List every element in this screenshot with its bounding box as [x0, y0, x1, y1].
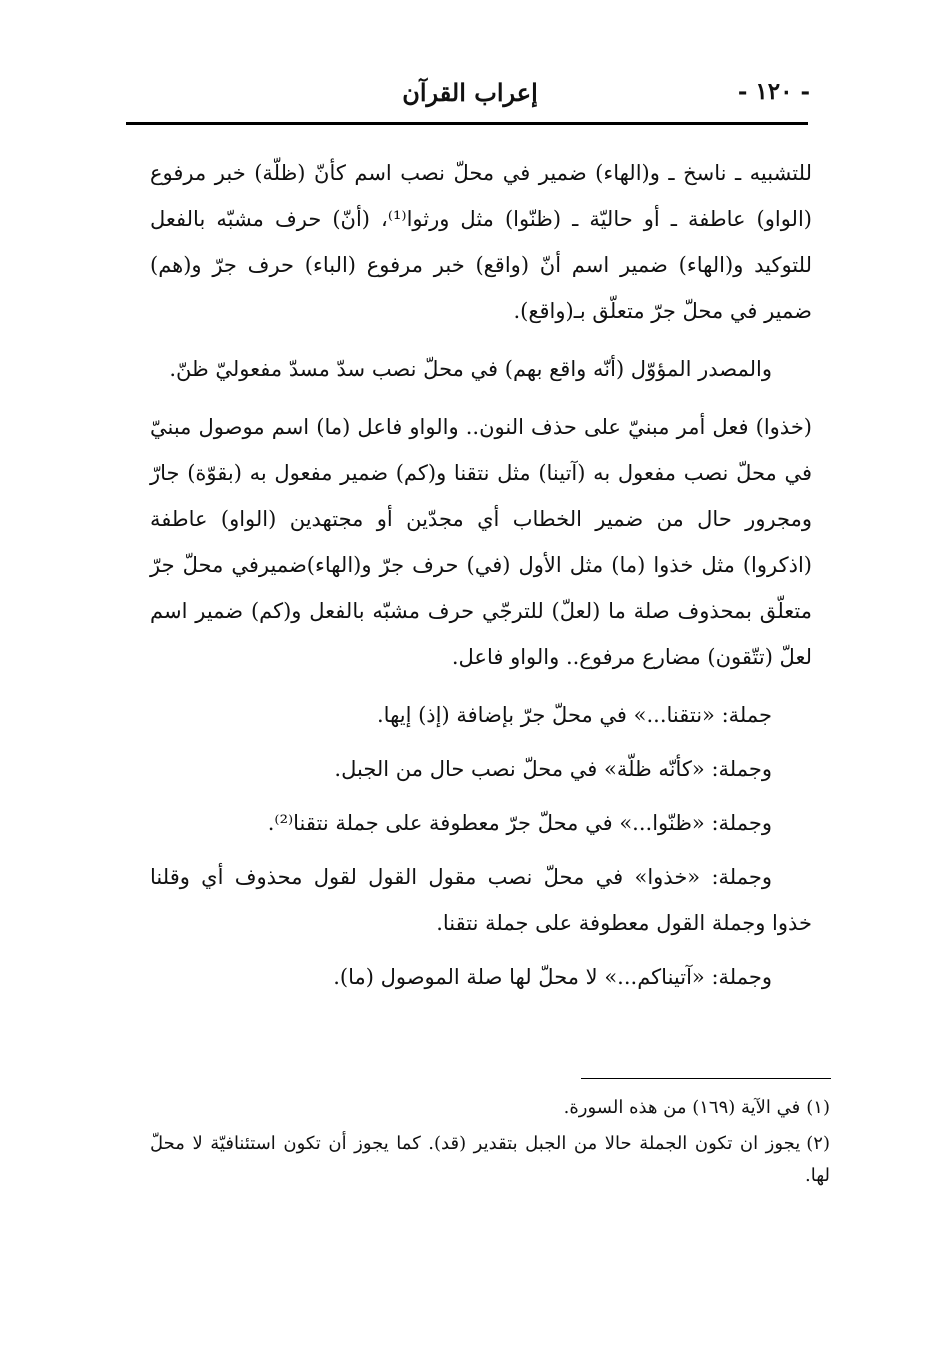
sentence-analysis-item: وجملة: «آتيناكم...» لا محلّ لها صلة الموصول (ما). [333, 965, 772, 989]
header-rule [126, 122, 808, 125]
paragraph: (خذوا) فعل أمر مبنيّ على حذف النون.. والواو فاعل (ما) اسم موصول مبنيّ في محلّ نصب مفعول به (آتينا) مثل نتقنا و(كم) ضمير مفعول به (بقوّة) جارّ ومجرور حال من ضمير الخطاب أي مجدّين أو مجتهدين (الواو) عاطفة (اذكروا) مثل خذوا (ما) مثل الأول (في) حرف جرّ و(الهاء)ضميرفي محلّ جرّ متعلّق بمحذوف صلة ما (لعلّ) للترجّي حرف مشبّه بالفعل و(كم) ضمير اسم لعلّ (تتّقون) مضارع مرفوع.. والواو فاعل. [150, 415, 812, 669]
footnotes [150, 1092, 830, 1196]
sentence-analysis-item: وجملة: «ظنّوا...» في محلّ جرّ معطوفة على جملة نتقنا⁽²⁾. [267, 811, 772, 835]
footnote-2 [150, 1128, 830, 1192]
running-title: إعراب القرآن [402, 78, 538, 107]
footnote-marker: (١) [806, 1097, 830, 1118]
footnote-1 [150, 1092, 830, 1124]
main-text [150, 150, 812, 1008]
sentence-analysis-item: وجملة: «خذوا» في محلّ نصب مقول القول لقول محذوف أي وقلنا خذوا وجملة القول معطوفة على جملة نتقنا. [150, 865, 812, 935]
footnote-rule [581, 1078, 831, 1079]
footnote-text: يجوز ان تكون الجملة حالا من الجبل بتقدير (قد). كما يجوز أن تكون استئنافيّة لا محلّ لها. [150, 1133, 830, 1186]
paragraph: للتشبيه ـ ناسخ ـ و(الهاء) ضمير في محلّ نصب اسم كأنّ (ظلّة) خبر مرفوع (الواو) عاطفة ـ أو حاليّة ـ (ظنّوا) مثل ورثوا⁽¹⁾، (أنّ) حرف مشبّه بالفعل للتوكيد و(الهاء) ضمير اسم أنّ (واقع) خبر مرفوع (الباء) حرف جرّ و(هم) ضمير في محلّ جرّ متعلّق بـ(واقع). [150, 161, 812, 323]
footnote-text: في الآية (١٦٩) من هذه السورة. [563, 1097, 801, 1118]
page-number: - ١٢٠ - [737, 78, 810, 105]
sentence-analysis-item: وجملة: «كأنّه ظلّة» في محلّ نصب حال من الجبل. [334, 757, 772, 781]
sentence-analysis-list [150, 692, 812, 1000]
footnote-marker: (٢) [806, 1133, 830, 1154]
paragraph: والمصدر المؤوّل (أنّه واقع بهم) في محلّ نصب سدّ مسدّ مفعوليّ ظنّ. [169, 357, 772, 381]
sentence-analysis-item: جملة: «نتقنا...» في محلّ جرّ بإضافة (إذ) إيها. [377, 703, 772, 727]
page-header [130, 78, 810, 118]
